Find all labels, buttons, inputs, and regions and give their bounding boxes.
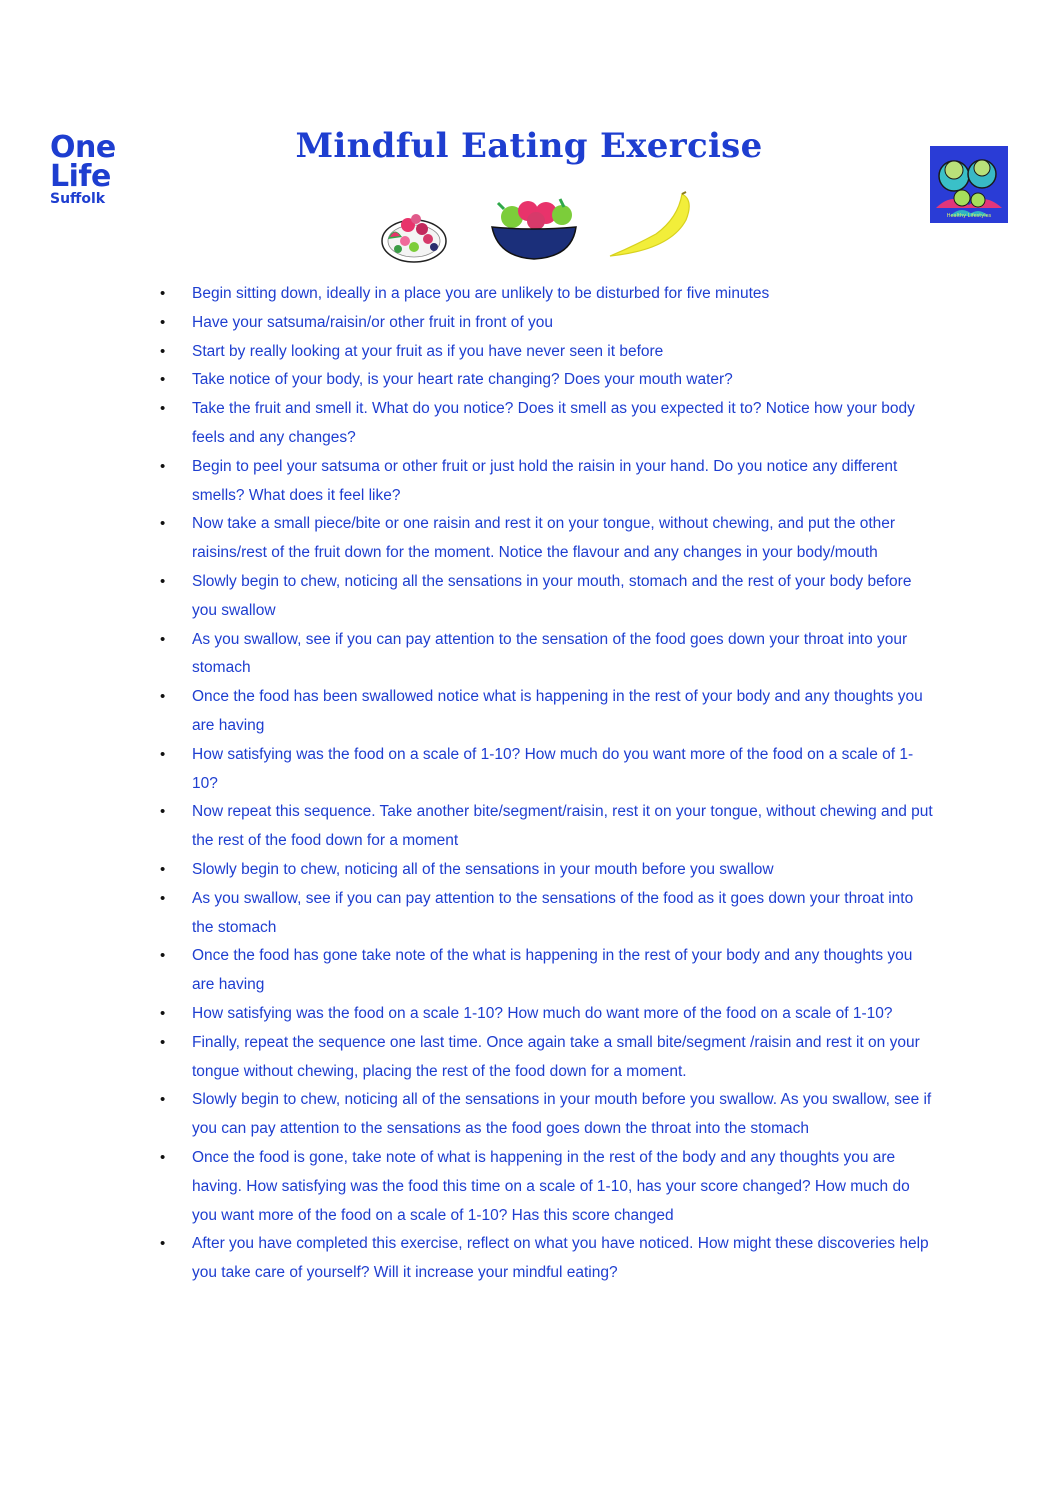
list-item: • Begin sitting down, ideally in a place you are unlikely to be disturbed for five minutes — [192, 280, 937, 309]
list-item: • As you swallow, see if you can pay attention to the sensations of the food as it goes down your throat into the stomach — [192, 885, 937, 943]
list-item: • Start by really looking at your fruit as if you have never seen it before — [192, 338, 937, 367]
list-item: • After you have completed this exercise, reflect on what you have noticed. How might these discoveries help you take care of yourself? Will it increase your mindful eating? — [192, 1230, 937, 1288]
list-item: • Now take a small piece/bite or one raisin and rest it on your tongue, without chewing, and put the other raisins/rest of the fruit down for the moment. Notice the flavour and any changes in your body/mouth — [192, 510, 937, 568]
fruit-bowl-image — [488, 195, 580, 261]
fruit-plate-image — [378, 203, 448, 265]
list-item: • Once the food has gone take note of the what is happening in the rest of your body and any thoughts you are having — [192, 942, 937, 1000]
list-item: • Slowly begin to chew, noticing all of the sensations in your mouth before you swallow — [192, 856, 937, 885]
instruction-list — [192, 280, 937, 1288]
list-item: • Now repeat this sequence. Take another bite/segment/raisin, rest it on your tongue, without chewing and put the rest of the food down for a moment — [192, 798, 937, 856]
page-title: Mindful Eating Exercise — [295, 126, 763, 166]
badge-caption: Healthy Lifestyles — [946, 213, 992, 219]
logo-line-2: Life — [50, 159, 111, 194]
list-item: • Take notice of your body, is your heart rate changing? Does your mouth water? — [192, 366, 937, 395]
banana-image — [604, 190, 694, 262]
list-item: • Begin to peel your satsuma or other fruit or just hold the raisin in your hand. Do you notice any different smells? What does it feel like? — [192, 453, 937, 511]
list-item: • Take the fruit and smell it. What do you notice? Does it smell as you expected it to? Notice how your body feels and any changes? — [192, 395, 937, 453]
list-item: • Once the food is gone, take note of what is happening in the rest of the body and any thoughts you are having. How satisfying was the food this time on a scale of 1-10, has your score changed? How much do you want more of the food on a scale of 1-10? Has this score changed — [192, 1144, 937, 1230]
list-item: • As you swallow, see if you can pay attention to the sensation of the food goes down your throat into your stomach — [192, 626, 937, 684]
list-item: • Finally, repeat the sequence one last time. Once again take a small bite/segment /raisin and rest it on your tongue without chewing, placing the rest of the food down for a moment. — [192, 1029, 937, 1087]
logo-line-1: One — [50, 130, 116, 165]
list-item: • Once the food has been swallowed notice what is happening in the rest of your body and any thoughts you are having — [192, 683, 937, 741]
list-item: • Have your satsuma/raisin/or other fruit in front of you — [192, 309, 937, 338]
list-item: • How satisfying was the food on a scale of 1-10? How much do you want more of the food on a scale of 1-10? — [192, 741, 937, 799]
list-item: • Slowly begin to chew, noticing all the sensations in your mouth, stomach and the rest of your body before you swallow — [192, 568, 937, 626]
list-item: • Slowly begin to chew, noticing all of the sensations in your mouth before you swallow. As you swallow, see if you can pay attention to the sensations as the food goes down the throat into the stomach — [192, 1086, 937, 1144]
family-illustration-icon — [930, 146, 1008, 223]
healthy-lifestyles-badge — [930, 146, 1008, 223]
list-item: • How satisfying was the food on a scale 1-10? How much do want more of the food on a scale of 1-10? — [192, 1000, 937, 1029]
logo-line-3: Suffolk — [50, 191, 106, 207]
